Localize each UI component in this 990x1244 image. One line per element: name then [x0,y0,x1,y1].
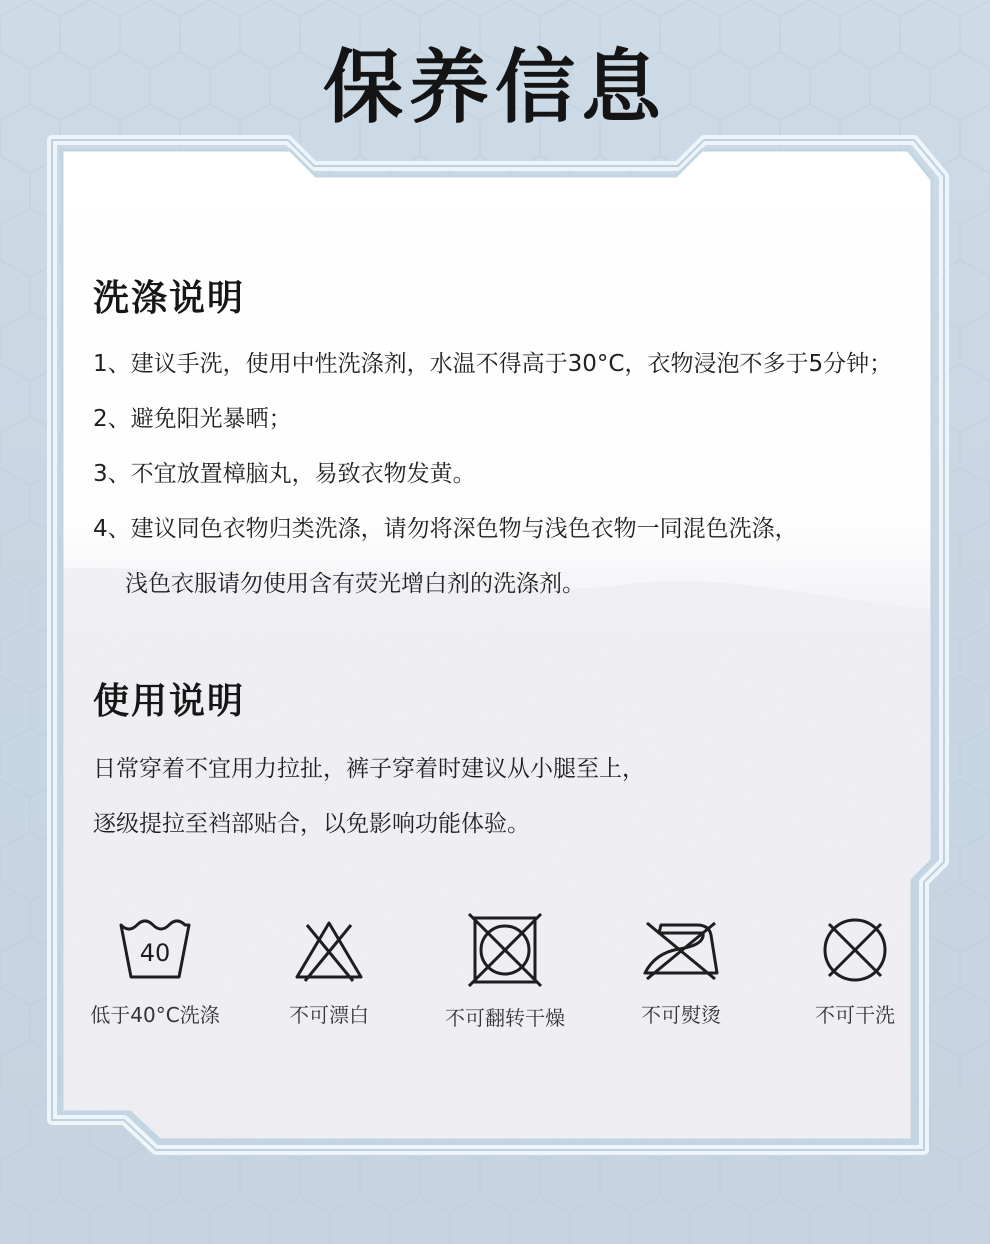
care-label-no-iron: 不可熨烫 [641,1003,721,1027]
usage-line-1: 日常穿着不宜用力拉扯，裤子穿着时建议从小腿至上， [93,756,645,782]
care-label-no-dry-clean: 不可干洗 [815,1003,895,1027]
wash-instructions-heading: 洗涤说明 [93,278,246,319]
wash-line-1: 1、建议手洗，使用中性洗涤剂，水温不得高于30°C，衣物浸泡不多于5分钟； [93,351,893,377]
wash-40-icon [115,915,195,985]
no-iron-icon [639,915,723,985]
svg-text:40: 40 [139,939,171,967]
care-symbol-wash-40 [70,915,240,1028]
care-label-wash-40: 低于40°C洗涤 [90,1003,220,1027]
care-symbol-no-iron [596,915,766,1028]
no-tumble-dry-icon [465,912,545,988]
care-label-no-bleach: 不可漂白 [289,1003,369,1027]
usage-instructions-heading: 使用说明 [93,681,246,722]
usage-line-2: 逐级提拉至裆部贴合，以免影响功能体验。 [93,811,530,837]
care-symbol-no-dry-clean [770,915,940,1028]
wash-line-3: 3、不宜放置樟脑丸，易致衣物发黄。 [93,461,476,487]
page-title: 保养信息 [323,41,667,134]
no-bleach-icon [289,915,369,985]
wash-line-4: 4、建议同色衣物归类洗涤，请勿将深色物与浅色衣物一同混色洗涤， [93,516,798,542]
wash-line-2: 2、避免阳光暴晒； [93,406,292,432]
care-label-no-tumble-dry: 不可翻转干燥 [445,1006,565,1030]
care-symbol-no-bleach [244,915,414,1028]
wash-line-5: 浅色衣服请勿使用含有荧光增白剂的洗涤剂。 [125,571,585,597]
care-symbol-no-tumble-dry [420,912,590,1031]
no-dry-clean-icon [815,915,895,985]
